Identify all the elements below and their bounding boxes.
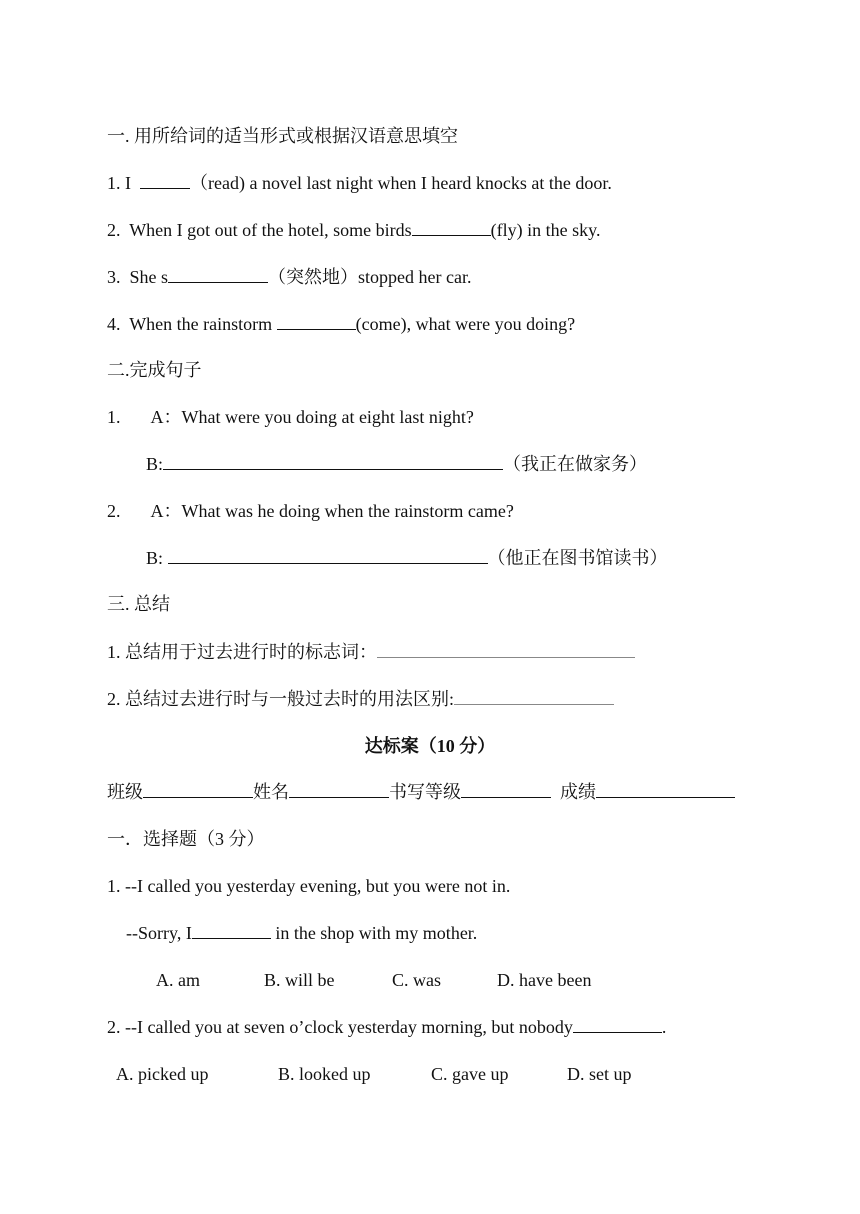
part1-q3	[107, 266, 471, 288]
part3-q2	[107, 688, 614, 710]
q2-option-c[interactable]: C. gave up	[431, 1064, 509, 1084]
q-text: 2. 总结过去进行时与一般过去时的用法区别:	[107, 689, 454, 709]
q-hint: （他正在图书馆读书）	[487, 548, 668, 568]
q-text: (come), what were you doing?	[355, 314, 576, 334]
q1-option-d[interactable]: D. have been	[497, 970, 592, 990]
q-text: (fly) in the sky.	[490, 220, 601, 240]
part2-q2-b	[146, 547, 668, 569]
q-number: 1.	[107, 407, 121, 427]
score-label: 成绩	[560, 782, 596, 802]
q-text: in the shop with my mother.	[270, 923, 478, 943]
test-q1-stem: 1. --I called you yesterday evening, but you were not in.	[107, 876, 511, 896]
score-field[interactable]	[596, 781, 735, 798]
q-text: B:	[146, 548, 164, 568]
test-q1-reply	[126, 922, 477, 944]
part1-q2	[107, 219, 600, 241]
q-number: 1.	[107, 173, 121, 193]
q-text: A：What were you doing at eight last night?	[150, 407, 474, 427]
part1-q1	[107, 172, 612, 194]
part3-q1	[107, 641, 635, 663]
q1-option-b[interactable]: B. will be	[264, 970, 335, 990]
section-title: 一．选择题（3 分）	[107, 829, 265, 849]
class-label: 班级	[107, 782, 143, 802]
q-text: When I got out of the hotel, some birds	[129, 220, 412, 240]
answer-blank[interactable]	[140, 172, 190, 189]
q-number: 2.	[107, 501, 121, 521]
q-text: A：What was he doing when the rainstorm came?	[150, 501, 514, 521]
part2-q2-a	[107, 500, 514, 522]
q-text: --Sorry, I	[126, 923, 192, 943]
answer-blank[interactable]	[168, 266, 268, 283]
q-hint: （我正在做家务）	[503, 454, 648, 474]
q-number: 4.	[107, 314, 121, 334]
writing-grade-field[interactable]	[461, 781, 551, 798]
q-number: 3.	[107, 267, 121, 287]
q-text: 1. 总结用于过去进行时的标志词：	[107, 642, 377, 662]
name-field[interactable]	[289, 781, 389, 798]
answer-blank[interactable]	[163, 453, 503, 470]
test-title: 达标案（10 分）	[364, 736, 496, 756]
q-text: （突然地）stopped her car.	[268, 267, 472, 287]
part3-title: 三. 总结	[107, 594, 170, 614]
q-text: She s	[129, 267, 169, 287]
answer-blank[interactable]	[192, 922, 271, 939]
answer-blank[interactable]	[377, 641, 635, 658]
answer-blank[interactable]	[573, 1016, 662, 1033]
name-label: 姓名	[253, 782, 289, 802]
q1-option-c[interactable]: C. was	[392, 970, 441, 990]
test-q2-stem	[107, 1016, 666, 1038]
q-text: I	[125, 173, 131, 193]
part1-title: 一. 用所给词的适当形式或根据汉语意思填空	[107, 126, 458, 146]
answer-blank[interactable]	[168, 547, 488, 564]
part2-q1-b	[146, 453, 647, 475]
q2-option-d[interactable]: D. set up	[567, 1064, 632, 1084]
q-text: B:	[146, 454, 164, 474]
part2-q1-a	[107, 406, 474, 428]
answer-blank[interactable]	[454, 688, 614, 705]
q-text: .	[661, 1017, 667, 1037]
q-text: （read) a novel last night when I heard knocks at the door.	[190, 173, 612, 193]
student-info-row	[107, 781, 735, 803]
q-number: 2.	[107, 220, 121, 240]
writing-grade-label: 书写等级	[389, 782, 461, 802]
q2-option-a[interactable]: A. picked up	[116, 1064, 209, 1084]
part2-title: 二.完成句子	[107, 360, 202, 380]
q-text: When the rainstorm	[129, 314, 273, 334]
q1-option-a[interactable]: A. am	[156, 970, 200, 990]
answer-blank[interactable]	[277, 313, 356, 330]
q2-option-b[interactable]: B. looked up	[278, 1064, 371, 1084]
answer-blank[interactable]	[412, 219, 491, 236]
class-field[interactable]	[143, 781, 253, 798]
q-text: 2. --I called you at seven o’clock yesterday morning, but nobody	[107, 1017, 573, 1037]
part1-q4	[107, 313, 575, 335]
